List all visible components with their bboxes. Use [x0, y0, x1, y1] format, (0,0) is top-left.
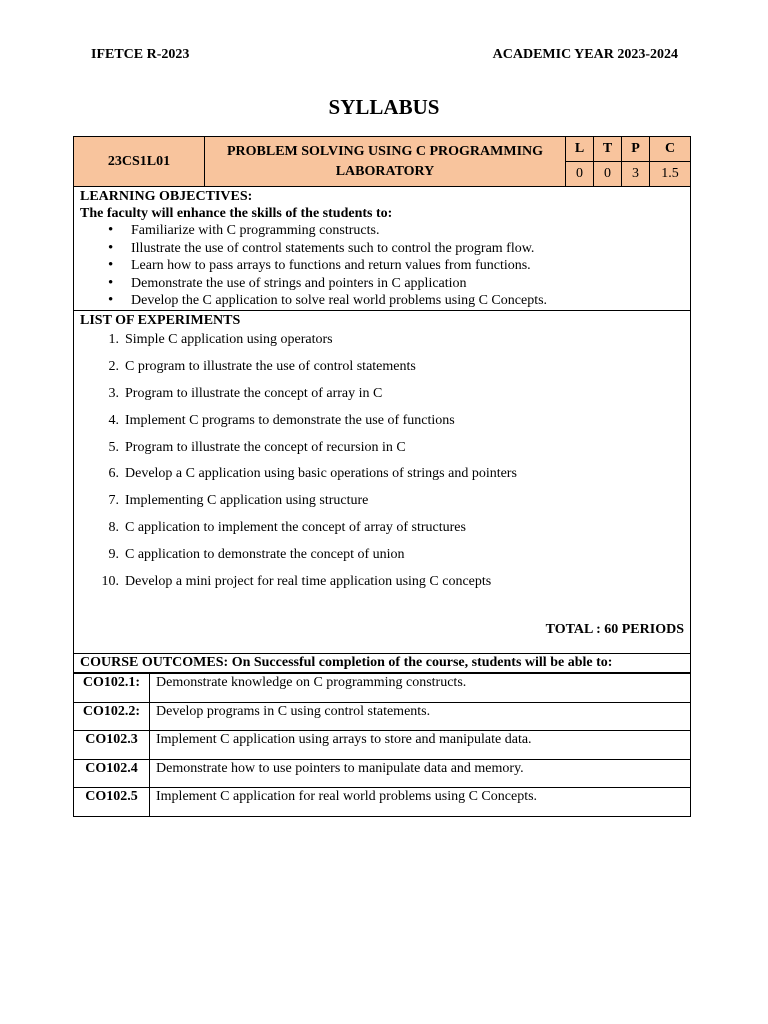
academic-year: ACADEMIC YEAR 2023-2024 — [492, 47, 678, 62]
list-item: • Demonstrate the use of strings and pointers in C application — [131, 275, 684, 293]
outcome-id: CO102.2: — [74, 702, 150, 731]
item-number: 3. — [108, 385, 119, 401]
outcome-id: CO102.1: — [74, 674, 150, 703]
experiments-title: LIST OF EXPERIMENTS — [80, 313, 241, 328]
list-item — [80, 439, 684, 456]
total-periods: TOTAL : 60 PERIODS — [545, 621, 684, 637]
course-header-table — [73, 136, 691, 187]
ltpc-value-l: 0 — [566, 162, 594, 187]
list-item — [80, 385, 684, 402]
outcome-id: CO102.4 — [74, 759, 150, 788]
list-item — [80, 492, 684, 509]
list-item — [80, 465, 684, 482]
table-row — [74, 788, 691, 817]
item-text: Simple C application using operators — [125, 332, 333, 347]
item-number: 5. — [108, 439, 119, 455]
item-text: Implement C programs to demonstrate the use of functions — [125, 412, 455, 428]
ltpc-header-l: L — [566, 137, 594, 162]
item-text: Implementing C application using structure — [125, 493, 369, 509]
item-text: C application to demonstrate the concept of union — [125, 547, 405, 563]
table-row — [74, 731, 691, 760]
outcome-id: CO102.3 — [74, 731, 150, 760]
institution-code: IFETCE R-2023 — [91, 47, 190, 62]
experiments-list — [80, 331, 684, 590]
learning-objectives-section — [73, 187, 691, 311]
table-row — [74, 759, 691, 788]
objectives-intro: The faculty will enhance the skills of the students to: — [80, 206, 393, 221]
objectives-title: LEARNING OBJECTIVES: — [80, 189, 253, 204]
ltpc-value-p: 3 — [622, 162, 650, 187]
page-title: SYLLABUS — [328, 95, 440, 119]
outcomes-title: COURSE OUTCOMES: — [80, 655, 229, 670]
course-outcomes-header — [73, 653, 691, 673]
outcome-text: Demonstrate knowledge on C programming constructs. — [150, 674, 691, 703]
syllabus-document — [73, 136, 691, 817]
outcome-text: Develop programs in C using control statements. — [150, 702, 691, 731]
item-number: 8. — [108, 520, 119, 536]
experiments-section — [73, 311, 691, 653]
item-text: Develop a C application using basic operations of strings and pointers — [125, 466, 517, 482]
course-name: PROBLEM SOLVING USING C PROGRAMMING LABORATORY — [205, 137, 566, 187]
item-number: 6. — [108, 466, 119, 482]
ltpc-value-c: 1.5 — [650, 162, 691, 187]
ltpc-header-t: T — [594, 137, 622, 162]
item-number: 4. — [108, 412, 119, 428]
list-item: • Develop the C application to solve real world problems using C Concepts. — [131, 292, 684, 310]
item-text: Develop a mini project for real time application using C concepts — [125, 574, 492, 590]
list-item — [80, 573, 684, 590]
table-row — [74, 702, 691, 731]
item-number: 10. — [101, 574, 119, 590]
item-number: 7. — [108, 493, 119, 509]
outcome-text: Demonstrate how to use pointers to manipulate data and memory. — [150, 759, 691, 788]
ltpc-header-p: P — [622, 137, 650, 162]
outcome-id: CO102.5 — [74, 788, 150, 817]
list-item: • Illustrate the use of control statements such to control the program flow. — [131, 240, 684, 258]
course-code: 23CS1L01 — [74, 137, 205, 187]
outcome-text: Implement C application for real world problems using C Concepts. — [150, 788, 691, 817]
item-text: Program to illustrate the concept of array in C — [125, 385, 383, 401]
ltpc-header-c: C — [650, 137, 691, 162]
item-text: C program to illustrate the use of control statements — [125, 358, 416, 374]
ltpc-value-t: 0 — [594, 162, 622, 187]
item-number: 1. — [108, 332, 119, 347]
outcome-text: Implement C application using arrays to store and manipulate data. — [150, 731, 691, 760]
list-item — [80, 331, 684, 348]
item-text: Program to illustrate the concept of recursion in C — [125, 439, 406, 455]
list-item: • Learn how to pass arrays to functions and return values from functions. — [131, 257, 684, 275]
table-row — [74, 674, 691, 703]
list-item: • Familiarize with C programming constructs. — [131, 222, 684, 240]
item-text: C application to implement the concept of array of structures — [125, 520, 466, 536]
list-item — [80, 546, 684, 563]
course-outcomes-table — [73, 673, 691, 817]
outcomes-intro: On Successful completion of the course, students will be able to: — [231, 655, 613, 670]
list-item — [80, 412, 684, 429]
item-number: 2. — [108, 358, 119, 374]
list-item — [80, 519, 684, 536]
list-item — [80, 358, 684, 375]
item-number: 9. — [108, 547, 119, 563]
objectives-list — [80, 222, 684, 310]
